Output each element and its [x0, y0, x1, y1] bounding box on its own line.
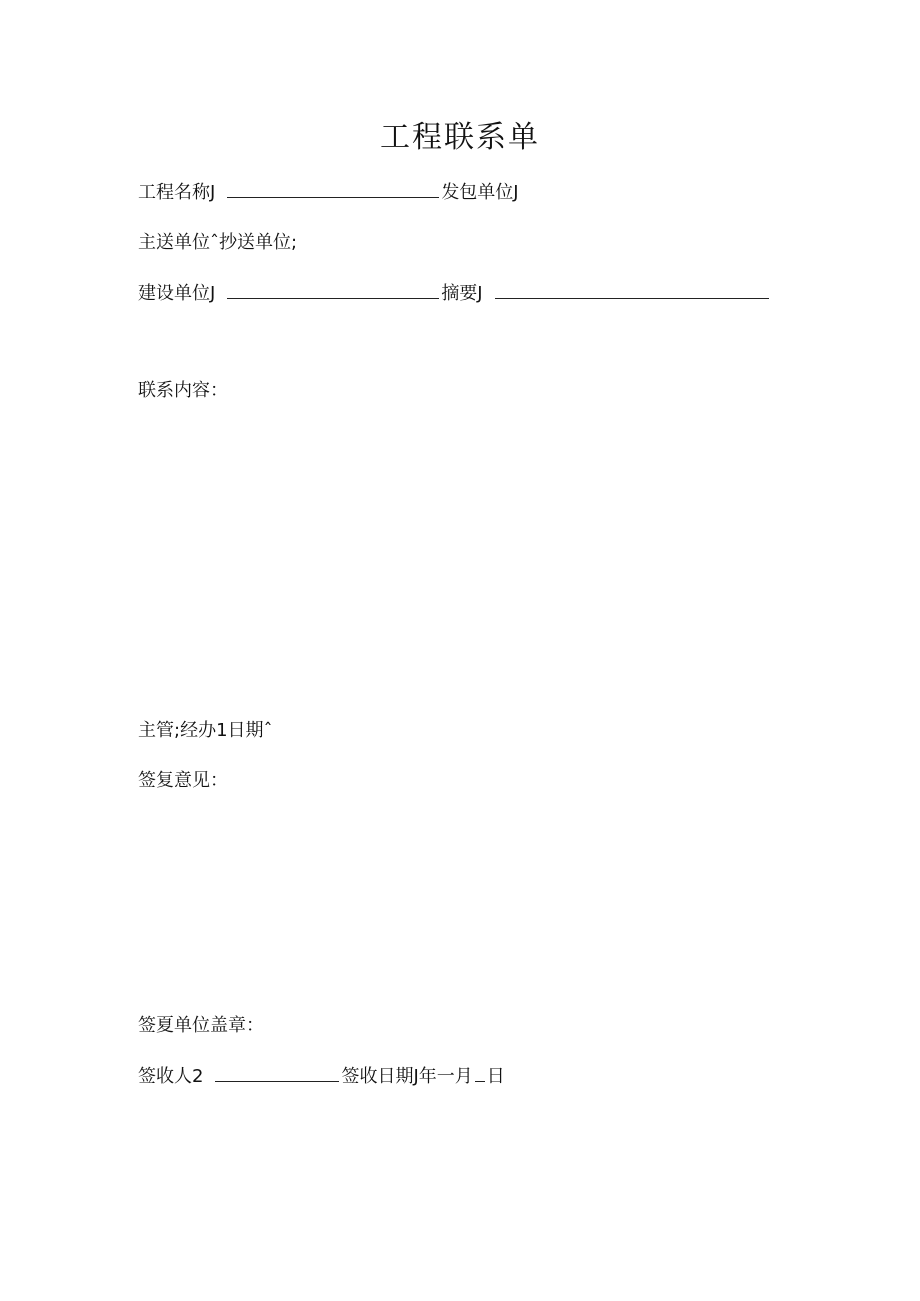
receipt-date-label: 签收日期J年一月 — [341, 1066, 473, 1087]
recipients-row — [138, 230, 297, 256]
owner-label: 建设单位J — [138, 283, 216, 304]
receipt-row — [138, 1064, 505, 1090]
project-name-blank[interactable] — [227, 181, 439, 198]
summary-blank[interactable] — [495, 282, 769, 299]
receiver-blank[interactable] — [215, 1065, 339, 1082]
signature-label: 主管;经办 — [138, 720, 217, 741]
receiver-label: 签收人2 — [138, 1066, 204, 1087]
day-blank[interactable] — [475, 1065, 485, 1082]
receipt-day-label: 日 — [486, 1066, 505, 1087]
owner-blank[interactable] — [227, 282, 439, 299]
document-title: 工程联系单 — [380, 120, 540, 155]
project-name-row — [138, 180, 519, 206]
reply-stamp-label: 签夏单位盖章： — [138, 1015, 264, 1036]
owner-summary-row — [138, 281, 771, 307]
contractor-label: 发包单位J — [441, 182, 519, 203]
signature-date-label: 1日期ˆ — [216, 720, 273, 741]
signature-row — [138, 718, 273, 744]
summary-label: 摘要J — [441, 283, 483, 304]
contact-content-label: 联系内容： — [138, 380, 228, 401]
recipients-label: 主送单位ˆ抄送单位; — [138, 232, 298, 253]
project-name-label: 工程名称J — [138, 182, 216, 203]
reply-opinion-label: 签复意见： — [138, 770, 228, 791]
